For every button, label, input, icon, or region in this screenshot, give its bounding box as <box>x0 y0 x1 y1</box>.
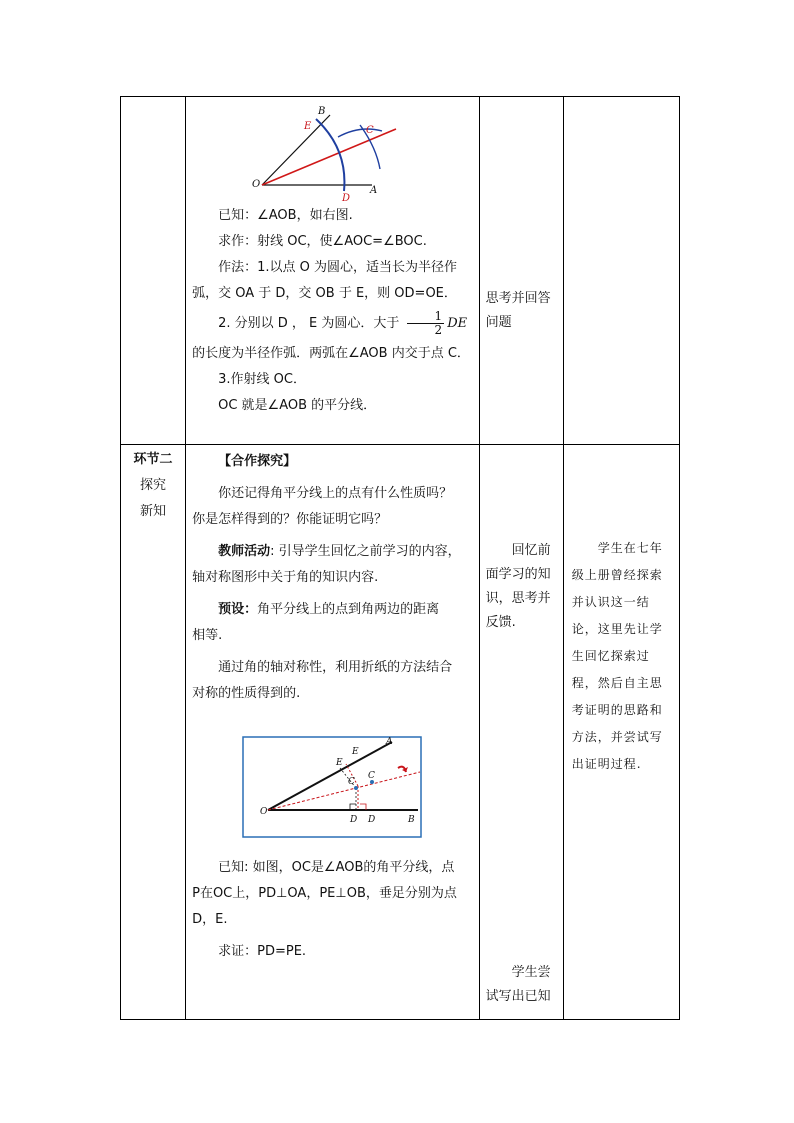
known-text-3: D，E. <box>192 912 228 927</box>
content-cell <box>186 97 480 445</box>
stage-title: 环节二 <box>133 452 173 467</box>
question-2: 你是怎样得到的？你能证明它吗？ <box>192 512 388 527</box>
method-step1-b: 弧，交 OA 于 D，交 OB 于 E，则 OD=OE． <box>192 286 457 301</box>
task-text: 求作：射线 OC，使∠AOC=∠BOC. <box>218 234 427 249</box>
question-1: 你还记得角平分线上的点有什么性质吗？ <box>218 486 453 501</box>
label-c-1: C <box>348 777 355 787</box>
label-d-1: D <box>350 815 358 825</box>
label-c-2: C <box>368 771 375 781</box>
teacher-activity-text-2: 轴对称图形中关于角的知识内容. <box>192 570 379 585</box>
design-intent-text: 学生在七年级上册曾经探索并认识这一结论，这里先让学生回忆探索过程，然后自主思考证明的思路和方法，并尝试写出证明过程. <box>571 541 663 771</box>
label-e-2: E <box>336 758 343 768</box>
label-e: E <box>304 121 312 132</box>
preset-label: 预设： <box>218 602 258 617</box>
folding-text-1: 通过角的轴对称性，利用折纸的方法结合 <box>218 660 453 675</box>
label-a: A <box>386 737 393 747</box>
fraction-denominator: 2 <box>434 323 443 337</box>
lesson-table <box>120 96 680 1020</box>
label-b: B <box>318 106 326 117</box>
content-cell <box>186 445 480 1020</box>
preset-text: 角平分线上的点到角两边的距离 <box>257 602 440 617</box>
preset <box>192 597 478 623</box>
label-o: O <box>252 179 261 190</box>
prove-text: 求证：PD=PE. <box>218 944 307 959</box>
table-row <box>121 97 680 445</box>
method-step2-b: 的长度为半径作弧．两弧在∠AOB 内交于点 C． <box>192 346 470 361</box>
folding-text-2: 对称的性质得到的. <box>192 686 301 701</box>
method-step2-a <box>192 307 478 341</box>
design-intent-cell <box>563 445 679 1020</box>
label-d: D <box>342 193 351 204</box>
segment-de: DE <box>447 316 468 331</box>
preset-text-2: 相等. <box>192 628 223 643</box>
one-half-fraction <box>407 310 445 337</box>
label-c: C <box>366 125 374 136</box>
angle-bisector-construction-figure <box>250 105 430 205</box>
student-activity-text-2b: 试写出已知 <box>485 989 551 1004</box>
method-step1-a: 作法：1.以点 O 为圆心，适当长为半径作 <box>218 260 458 275</box>
student-activity-cell <box>479 97 563 445</box>
stage-cell <box>121 445 186 1020</box>
section-heading: 【合作探究】 <box>218 454 297 469</box>
student-activity-text-2a: 学生尝 <box>511 965 551 980</box>
student-activity-text: 思考并回答问题 <box>485 291 551 330</box>
teacher-activity <box>192 539 478 565</box>
method-step2-pre: 2. 分别以 D ， E 为圆心．大于 <box>218 316 400 331</box>
stage-cell <box>121 97 186 445</box>
label-a: A <box>370 185 378 196</box>
stage-sub1: 探究 <box>140 478 167 493</box>
bisector-property-figure <box>242 736 422 838</box>
known-text-2: P在OC上，PD⊥OA，PE⊥OB，垂足分别为点 <box>192 886 457 901</box>
label-b: B <box>408 815 415 825</box>
label-o: O <box>260 807 268 817</box>
label-d-2: D <box>368 815 376 825</box>
given-text: 已知：∠AOB，如右图. <box>218 208 353 223</box>
student-activity-cell <box>479 445 563 1020</box>
method-step3: 3.作射线 OC． <box>218 372 306 387</box>
teacher-activity-text: : 引导学生回忆之前学习的内容， <box>270 544 461 559</box>
stage-sub2: 新知 <box>140 504 167 519</box>
label-e-1: E <box>352 747 359 757</box>
fraction-numerator: 1 <box>407 310 445 324</box>
known-text-1: 已知: 如图，OC是∠AOB的角平分线，点 <box>218 860 455 875</box>
teacher-activity-label: 教师活动 <box>218 544 271 559</box>
student-activity-text: 回忆前面学习的知识，思考并反馈. <box>485 543 551 630</box>
conclusion-text: OC 就是∠AOB 的平分线． <box>218 398 377 413</box>
table-row <box>121 445 680 1020</box>
design-intent-cell <box>563 97 679 445</box>
